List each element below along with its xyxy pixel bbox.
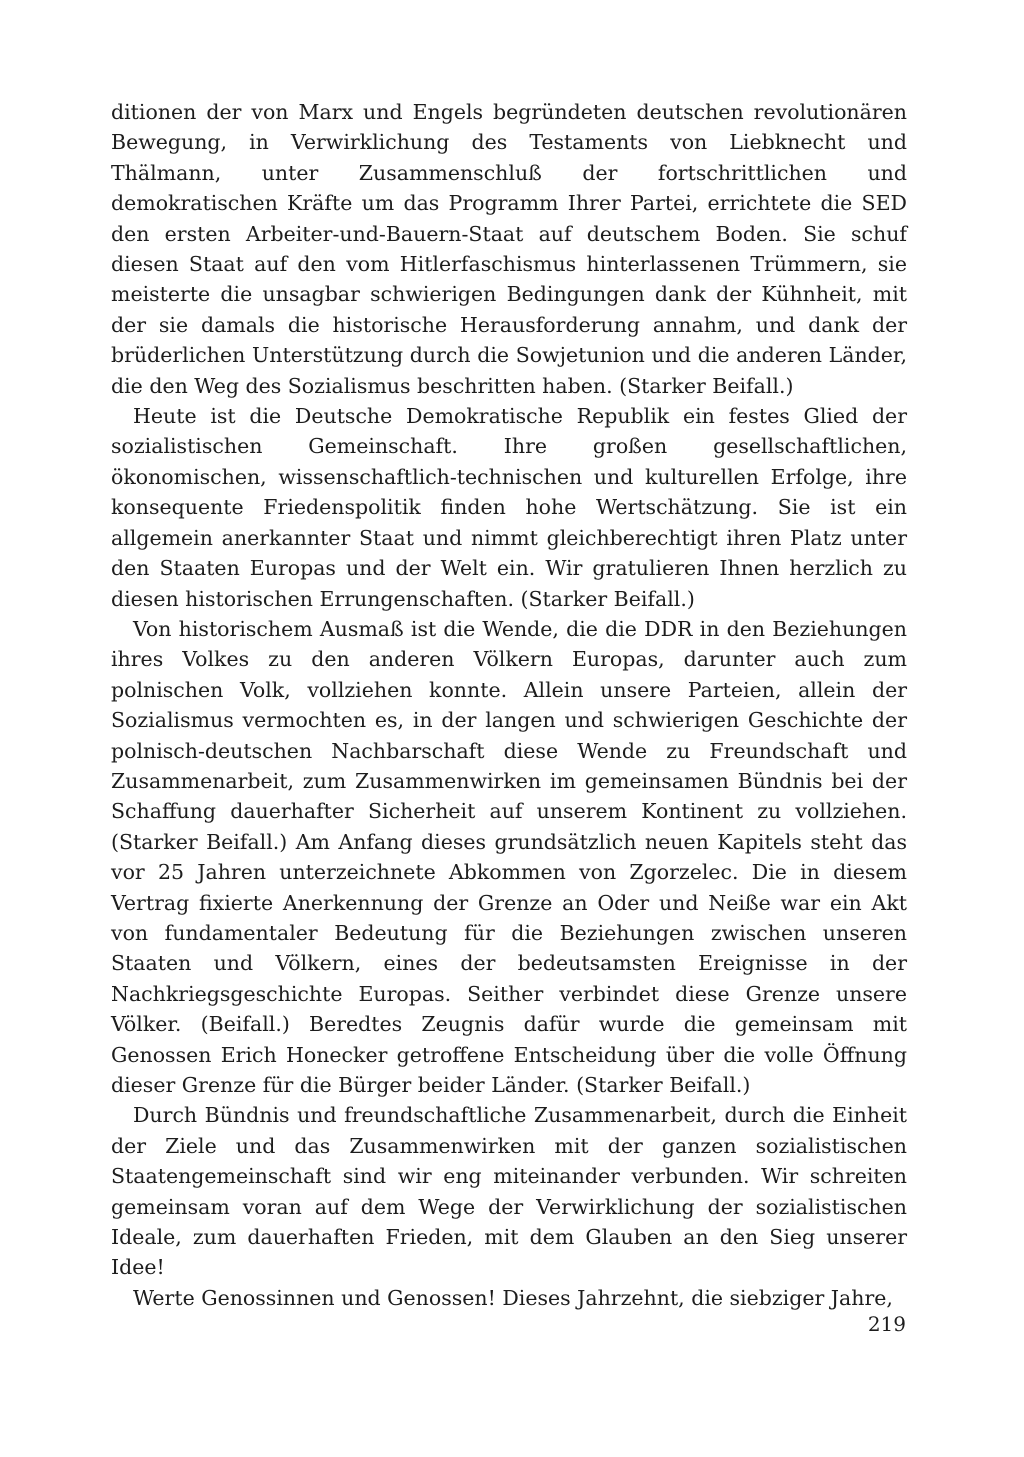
body-text [111,97,907,1313]
paragraph-4: Durch Bündnis und freundschaftliche Zusammenarbeit, durch die Einheit der Ziele und das Zusammenwirken mit der ganzen sozialistischen Staatengemeinschaft sind wir eng miteinander verbunden. Wir schreiten gemeinsam voran auf dem Wege der Verwirklichung der sozialistischen Ideale, zum dauerhaften Frieden, mit dem Glauben an den Sieg unserer Idee! [111,1103,907,1280]
page-number: 219 [867,1312,906,1336]
paragraph-3: Von historischem Ausmaß ist die Wende, die die DDR in den Beziehungen ihres Volkes zu den anderen Völkern Europas, darunter auch zum polnischen Volk, vollziehen konnte. Allein unsere Parteien, allein der Sozialismus vermochten es, in der langen und schwierigen Geschichte der polnisch-deutschen Nachbarschaft diese Wende zu Freundschaft und Zusammenarbeit, zum Zusammenwirken im gemeinsamen Bündnis bei der Schaffung dauerhafter Sicherheit auf unserem Kontinent zu vollziehen. (Starker Beifall.) Am Anfang dieses grundsätzlich neuen Kapitels steht das vor 25 Jahren unterzeichnete Abkommen von Zgorzelec. Die in diesem Vertrag fixierte Anerkennung der Grenze an Oder und Neiße war ein Akt von fundamentaler Bedeutung für die Beziehungen zwischen unseren Staaten und Völkern, eines der bedeutsamsten Ereignisse in der Nachkriegsgeschichte Europas. Seither verbindet diese Grenze unsere Völker. (Beifall.) Beredtes Zeugnis dafür wurde die gemeinsam mit Genossen Erich Honecker getroffene Entscheidung über die volle Öffnung dieser Grenze für die Bürger beider Länder. (Starker Beifall.) [111,616,907,1097]
paragraph-1: ditionen der von Marx und Engels begründeten deutschen revolutionären Bewegung, in Verwirklichung des Testaments von Liebknecht und Thälmann, unter Zusammenschluß der fortschrittlichen und demokratischen Kräfte um das Programm Ihrer Partei, errichtete die SED den ersten Arbeiter-und-Bauern-Staat auf deutschem Boden. Sie schuf diesen Staat auf den vom Hitlerfaschismus hinterlassenen Trümmern, sie meisterte die unsagbar schwierigen Bedingungen dank der Kühnheit, mit der sie damals die historische Herausforderung annahm, und dank der brüderlichen Unterstützung durch die Sowjetunion und die anderen Länder, die den Weg des Sozialismus beschritten haben. (Starker Beifall.) [111,100,907,398]
paragraph-2: Heute ist die Deutsche Demokratische Republik ein festes Glied der sozialistischen Gemeinschaft. Ihre großen gesellschaftlichen, ökonomischen, wissenschaftlich-technischen und kulturellen Erfolge, ihre konsequente Friedenspolitik finden hohe Wertschätzung. Sie ist ein allgemein anerkannter Staat und nimmt gleichberechtigt ihren Platz unter den Staaten Europas und der Welt ein. Wir gratulieren Ihnen herzlich zu diesen historischen Errungenschaften. (Starker Beifall.) [111,404,907,611]
paragraph-5: Werte Genossinnen und Genossen! Dieses Jahrzehnt, die siebziger Jahre, [133,1285,893,1310]
